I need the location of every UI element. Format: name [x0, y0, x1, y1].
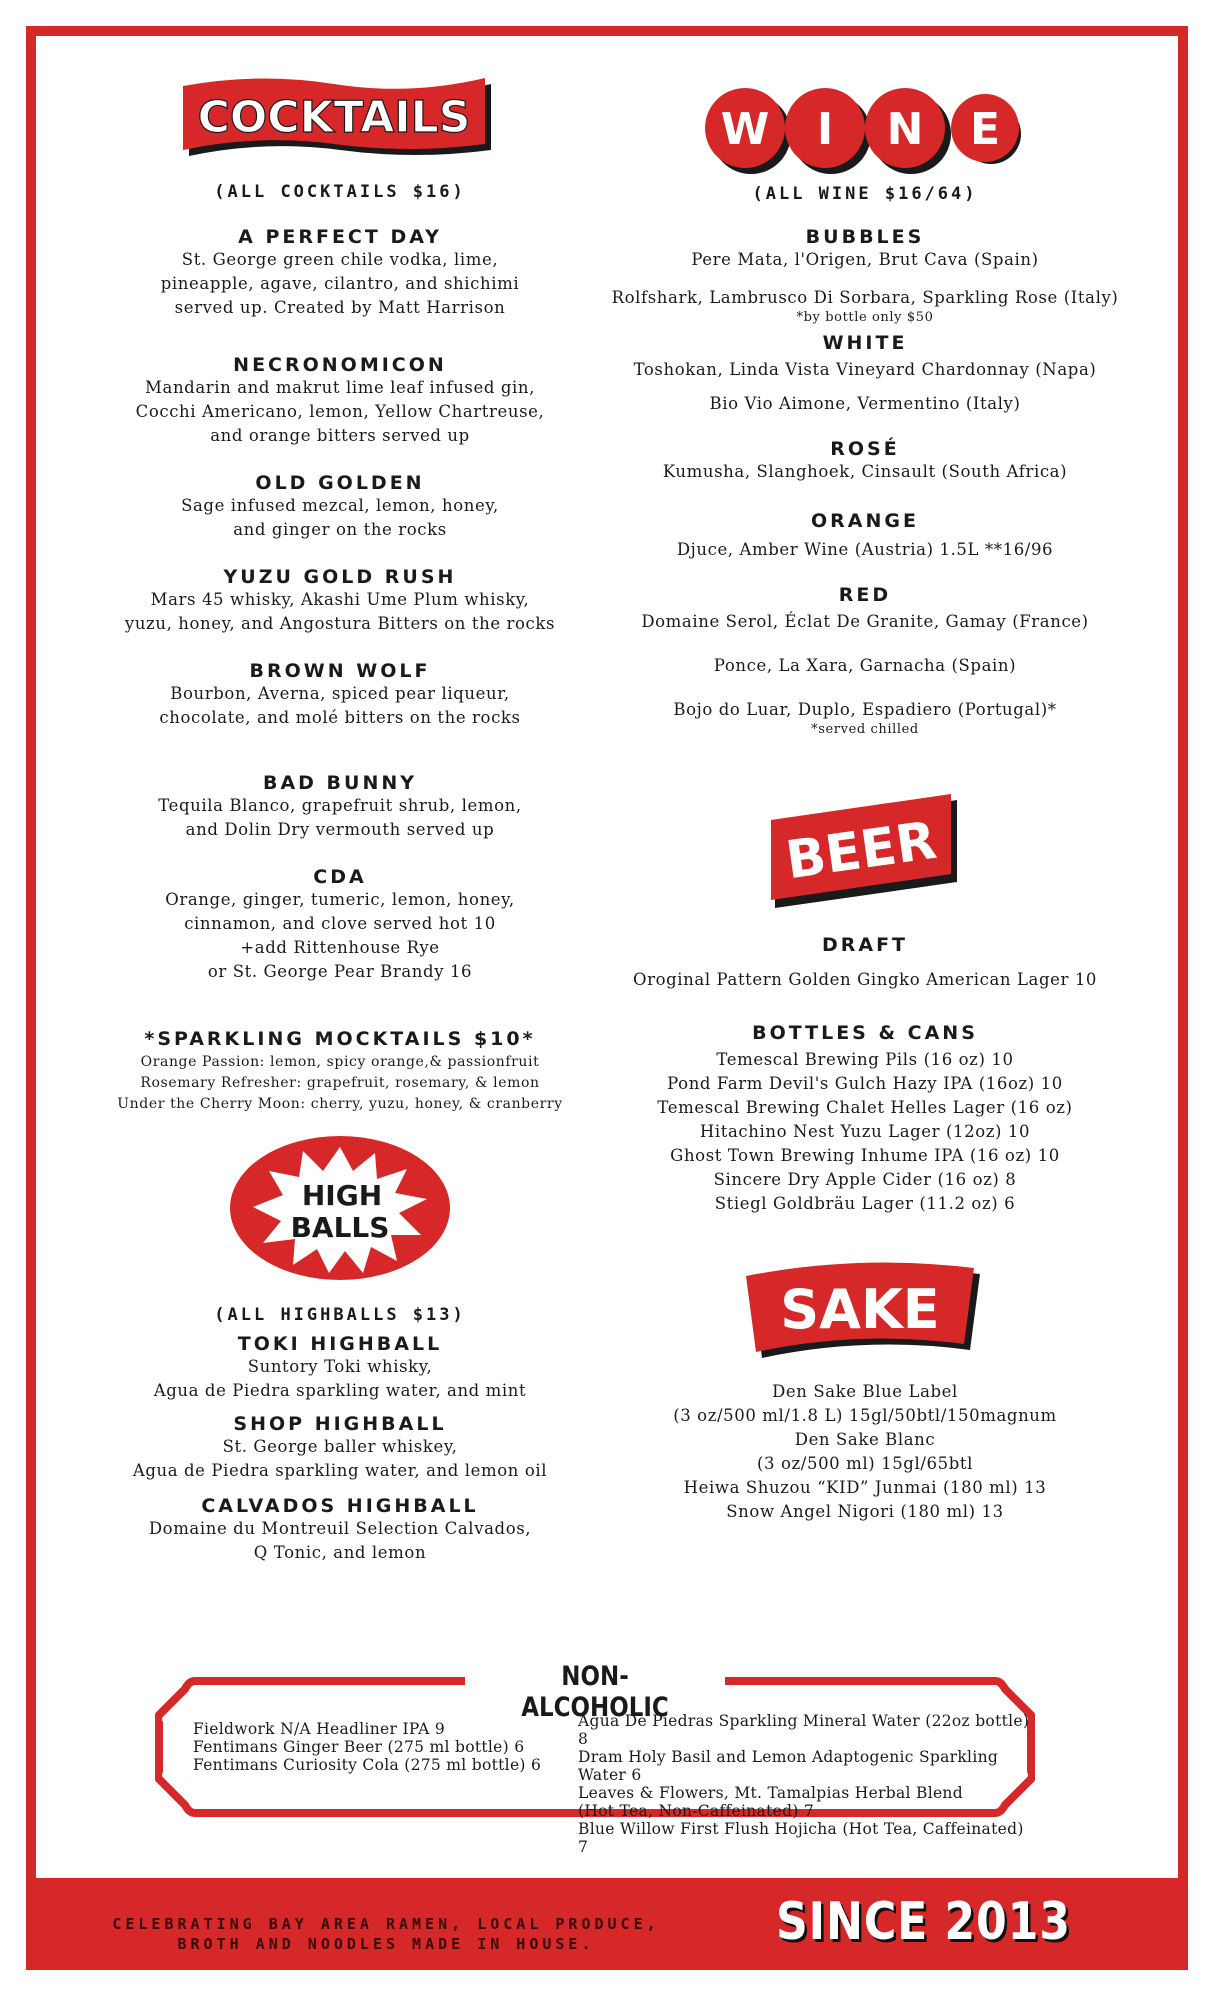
wine-section [580, 332, 1150, 416]
bottle-line: Pond Farm Devil's Gulch Hazy IPA (16oz) 10 [667, 1074, 1063, 1093]
sake-line: (3 oz/500 ml/1.8 L) 15gl/50btl/150magnum [673, 1406, 1057, 1425]
na-line: Leaves & Flowers, Mt. Tamalpias Herbal Blend [578, 1784, 963, 1802]
desc-line: Bourbon, Averna, spiced pear liqueur, [170, 684, 510, 703]
bottle-line: Stiegl Goldbräu Lager (11.2 oz) 6 [714, 1194, 1016, 1213]
wine-line: Djuce, Amber Wine (Austria) 1.5L **16/96 [676, 540, 1054, 559]
mocktails-list [90, 1052, 590, 1115]
cocktail-desc [90, 588, 590, 636]
non-alcoholic-section [155, 1661, 1035, 1856]
desc-line: Mars 45 whisky, Akashi Ume Plum whisky, [150, 590, 530, 609]
wine-line: Domaine Serol, Éclat De Granite, Gamay (France) [641, 612, 1089, 631]
desc-line: chocolate, and molé bitters on the rocks [159, 708, 521, 727]
desc-line: Domaine du Montreuil Selection Calvados, [148, 1519, 532, 1538]
tagline-line: CELEBRATING BAY AREA RAMEN, LOCAL PRODUCE, [112, 1915, 660, 1933]
footer-bar [26, 1878, 1188, 1970]
left-column [90, 60, 590, 1565]
cocktail-desc [90, 888, 590, 984]
highball-name: CALVADOS HIGHBALL [201, 1495, 479, 1517]
wine-section [580, 438, 1150, 484]
bottle-line: Temescal Brewing Chalet Helles Lager (16 oz) [657, 1098, 1073, 1117]
non-alcoholic-left [193, 1720, 541, 1774]
desc-line: cinnamon, and clove served hot 10 [184, 914, 496, 933]
na-line: Fieldwork N/A Headliner IPA 9 [193, 1720, 446, 1738]
highball-item [90, 1495, 590, 1565]
desc-line: and ginger on the rocks [233, 520, 447, 539]
wine-letter-circle [865, 88, 951, 174]
draft-title: DRAFT [821, 934, 909, 956]
wine-letter: N [886, 104, 924, 155]
cocktail-name: NECRONOMICON [233, 354, 447, 376]
sake-list [580, 1380, 1150, 1524]
cocktail-desc [90, 248, 590, 320]
highballs-badge [225, 1133, 455, 1283]
sake-title: SAKE [780, 1278, 940, 1341]
mocktail-line: Under the Cherry Moon: cherry, yuzu, honey, & cranberry [117, 1096, 563, 1112]
desc-line: Sage infused mezcal, lemon, honey, [181, 496, 499, 515]
wine-section-title: WHITE [822, 332, 908, 354]
sake-line: (3 oz/500 ml) 15gl/65btl [757, 1454, 973, 1473]
wine-line: Pere Mata, l'Origen, Brut Cava (Spain) [691, 250, 1039, 269]
wine-section-title: ORANGE [811, 510, 919, 532]
cocktail-desc [90, 494, 590, 542]
wine-price-note: (ALL WINE $16/64) [752, 184, 978, 204]
highball-item [90, 1333, 590, 1403]
bottle-line: Sincere Dry Apple Cider (16 oz) 8 [713, 1170, 1017, 1189]
wine-section-title: BUBBLES [805, 226, 925, 248]
cocktail-name: OLD GOLDEN [255, 472, 425, 494]
desc-line: Mandarin and makrut lime leaf infused gin, [145, 378, 535, 397]
sake-line: Den Sake Blue Label [772, 1382, 958, 1401]
highballs-badge-line1: HIGH [301, 1179, 383, 1212]
wine-section [580, 510, 1150, 562]
cocktail-item [90, 772, 590, 842]
non-alcoholic-right [578, 1712, 1035, 1856]
desc-line: and orange bitters served up [210, 426, 470, 445]
wine-letter-circle [951, 94, 1021, 164]
na-line: Fentimans Curiosity Cola (275 ml bottle) 6 [193, 1756, 542, 1774]
wine-footnote: *served chilled [811, 722, 919, 737]
wine-letter-circle [705, 88, 791, 174]
cocktail-item [90, 354, 590, 448]
desc-line: Suntory Toki whisky, [247, 1357, 433, 1376]
mocktail-line: Rosemary Refresher: grapefruit, rosemary, & lemon [140, 1075, 540, 1091]
non-alcoholic-title: NON-ALCOHOLIC [521, 1661, 669, 1723]
desc-line: Agua de Piedra sparkling water, and lemon oil [132, 1461, 548, 1480]
wine-section [580, 584, 1150, 738]
desc-line: Agua de Piedra sparkling water, and mint [153, 1381, 527, 1400]
highballs-badge-line2: BALLS [290, 1211, 390, 1244]
mocktail-line: Orange Passion: lemon, spicy orange,& passionfruit [140, 1054, 540, 1070]
sake-line: Den Sake Blanc [794, 1430, 936, 1449]
desc-line: Q Tonic, and lemon [253, 1543, 427, 1562]
wine-letter: E [969, 104, 1001, 155]
footer-tagline [106, 1914, 666, 1954]
wine-section-title: ROSÉ [830, 438, 900, 460]
right-column [580, 60, 1150, 1524]
desc-line: or St. George Pear Brandy 16 [207, 962, 473, 981]
sake-line: Snow Angel Nigori (180 ml) 13 [726, 1502, 1004, 1521]
desc-line: St. George green chile vodka, lime, [181, 250, 499, 269]
since-2013-logo: SINCE 2013 [776, 1892, 1071, 1952]
cocktail-desc [90, 794, 590, 842]
desc-line: yuzu, honey, and Angostura Bitters on the rocks [124, 614, 556, 633]
wine-line: Bojo do Luar, Duplo, Espadiero (Portugal)* [673, 700, 1057, 719]
cocktail-item [90, 226, 590, 320]
wine-line: Toshokan, Linda Vista Vineyard Chardonnay (Napa) [633, 360, 1097, 379]
desc-line: St. George baller whiskey, [222, 1437, 458, 1456]
desc-line: Tequila Blanco, grapefruit shrub, lemon, [158, 796, 522, 815]
wine-letter: W [720, 104, 770, 155]
wine-line: Bio Vio Aimone, Vermentino (Italy) [709, 394, 1021, 413]
desc-line: Orange, ginger, tumeric, lemon, honey, [165, 890, 515, 909]
tagline-line: BROTH AND NOODLES MADE IN HOUSE. [177, 1935, 595, 1953]
wine-line: Rolfshark, Lambrusco Di Sorbara, Sparkling Rose (Italy) [611, 288, 1119, 307]
cocktail-item [90, 866, 590, 984]
wine-section [580, 226, 1150, 326]
cocktail-desc [90, 682, 590, 730]
na-line: Blue Willow First Flush Hojicha (Hot Tea, Caffeinated) 7 [578, 1820, 1024, 1856]
draft-line: Oroginal Pattern Golden Gingko American Lager 10 [632, 970, 1098, 989]
cocktails-title: COCKTAILS [197, 92, 471, 143]
sake-line: Heiwa Shuzou “KID” Junmai (180 ml) 13 [683, 1478, 1047, 1497]
highballs-price-note: (ALL HIGHBALLS $13) [214, 1305, 466, 1325]
highball-desc [90, 1355, 590, 1403]
cocktail-item [90, 660, 590, 730]
highball-name: SHOP HIGHBALL [233, 1413, 447, 1435]
mocktails-title: *SPARKLING MOCKTAILS $10* [144, 1028, 536, 1050]
bottles-title: BOTTLES & CANS [752, 1022, 978, 1044]
cocktails-banner [175, 70, 505, 170]
cocktail-name: CDA [313, 866, 367, 888]
cocktail-desc [90, 376, 590, 448]
cocktail-name: YUZU GOLD RUSH [223, 566, 457, 588]
wine-banner [705, 80, 1025, 180]
desc-line: pineapple, agave, cilantro, and shichimi [160, 274, 520, 293]
na-line: (Hot Tea, Non-Caffeinated) 7 [578, 1802, 815, 1820]
cocktails-price-note: (ALL COCKTAILS $16) [214, 182, 466, 202]
bottle-line: Temescal Brewing Pils (16 oz) 10 [716, 1050, 1014, 1069]
cocktail-name: BROWN WOLF [249, 660, 431, 682]
bottles-list [580, 1048, 1150, 1216]
desc-line: Cocchi Americano, lemon, Yellow Chartreuse, [135, 402, 545, 421]
cocktail-name: A PERFECT DAY [238, 226, 442, 248]
wine-footnote: *by bottle only $50 [796, 310, 934, 325]
desc-line: served up. Created by Matt Harrison [174, 298, 506, 317]
highball-desc [90, 1435, 590, 1483]
desc-line: +add Rittenhouse Rye [240, 938, 440, 957]
cocktail-name: BAD BUNNY [262, 772, 418, 794]
sake-banner [740, 1254, 990, 1364]
cocktail-item [90, 566, 590, 636]
wine-line: Ponce, La Xara, Garnacha (Spain) [713, 656, 1017, 675]
cocktail-item [90, 472, 590, 542]
bottle-line: Hitachino Nest Yuzu Lager (12oz) 10 [699, 1122, 1031, 1141]
wine-section-title: RED [838, 584, 892, 606]
wine-letter-circle [785, 88, 871, 174]
wine-line: Kumusha, Slanghoek, Cinsault (South Africa) [662, 462, 1068, 481]
beer-title: BEER [782, 810, 940, 892]
bottle-line: Ghost Town Brewing Inhume IPA (16 oz) 10 [670, 1146, 1060, 1165]
highball-name: TOKI HIGHBALL [237, 1333, 443, 1355]
na-line: Dram Holy Basil and Lemon Adaptogenic Sparkling Water 6 [578, 1748, 999, 1784]
wine-letter: I [816, 104, 834, 155]
beer-banner [765, 790, 965, 910]
na-line: Fentimans Ginger Beer (275 ml bottle) 6 [193, 1738, 525, 1756]
mocktails-section [90, 1028, 590, 1115]
highball-item [90, 1413, 590, 1483]
na-line: Agua De Piedras Sparkling Mineral Water (22oz bottle) 8 [578, 1712, 1030, 1748]
desc-line: and Dolin Dry vermouth served up [185, 820, 495, 839]
highball-desc [90, 1517, 590, 1565]
